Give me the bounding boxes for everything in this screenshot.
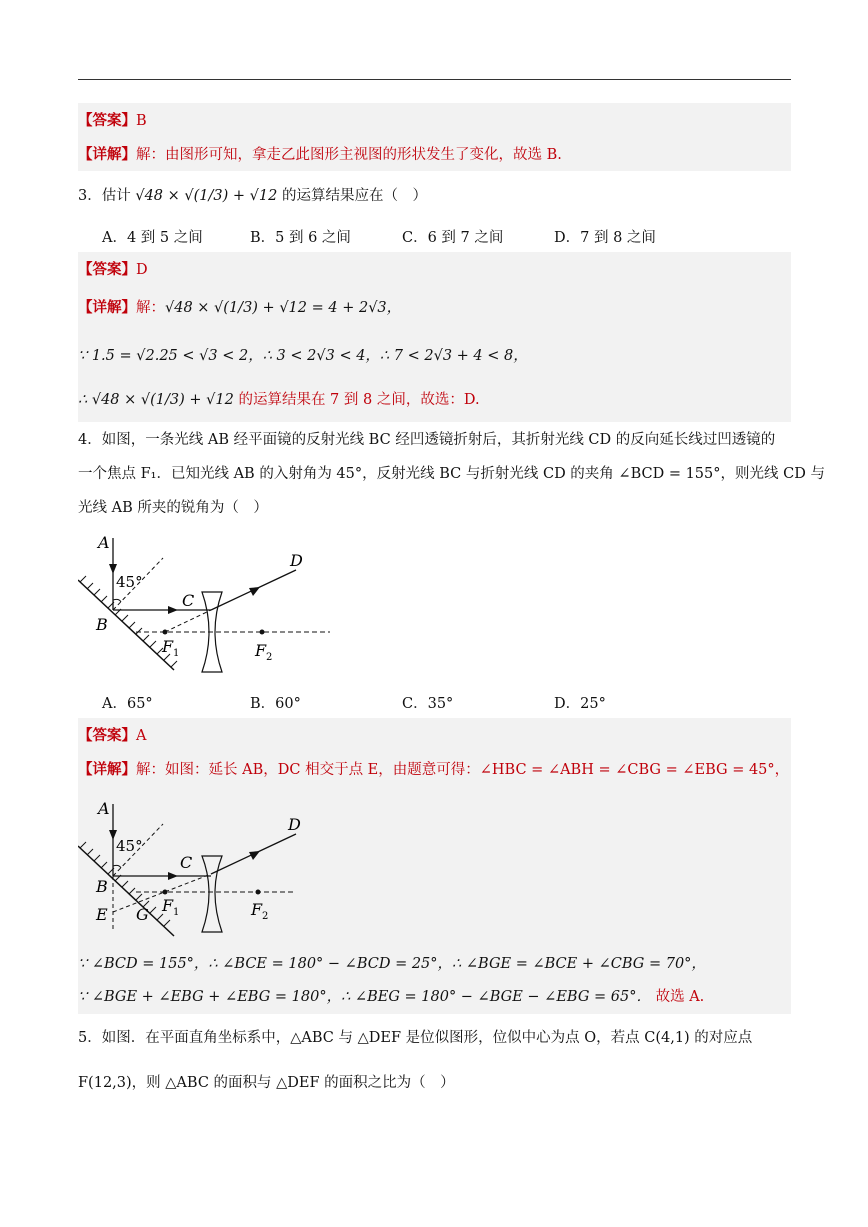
question-5-line1	[78, 1028, 752, 1048]
answer-label: 【答案】	[78, 261, 136, 278]
label-f1-sub: 1	[173, 648, 180, 659]
answer-value: D	[136, 262, 148, 278]
label-a: A	[98, 799, 110, 818]
detail-line-q2	[78, 145, 562, 165]
label-f1: F	[162, 896, 174, 915]
focus-f2	[260, 630, 265, 635]
focus-f1	[163, 890, 168, 895]
focus-f1	[163, 630, 168, 635]
extension-line	[165, 610, 211, 632]
detail-text: 解：如图：延长 AB，DC 相交于点 E，由题意可得：∠HBC = ∠ABH = ∠CBG = ∠EBG = 45°，	[136, 762, 790, 778]
header-rule	[78, 79, 791, 80]
detail-intro: 解：	[136, 300, 165, 316]
detail-conclusion: 故选 A.	[655, 989, 705, 1005]
question-number: 3．	[78, 188, 102, 204]
detail-angle-sum: ∵ ∠BGE + ∠EBG + ∠EBG = 180°，∴ ∠BEG = 180° − ∠BGE − ∠EBG = 65°．	[78, 989, 651, 1005]
question-4-line1	[78, 430, 775, 450]
answer-line-q2	[78, 111, 147, 131]
optics-figure	[78, 528, 338, 683]
question-5-line2	[78, 1073, 455, 1093]
label-c: C	[180, 853, 193, 872]
angle-arc	[113, 599, 121, 602]
label-f2-sub: 2	[266, 652, 273, 663]
detail-label: 【详解】	[78, 146, 136, 163]
option-d[interactable]: D．7 到 8 之间	[554, 230, 656, 246]
question-tail: 的运算结果应在（ ）	[281, 188, 427, 204]
option-b[interactable]: B．5 到 6 之间	[250, 230, 351, 246]
detail-angle-calc: ∵ ∠BCD = 155°，∴ ∠BCE = 180° − ∠BCD = 25°，∴ ∠BGE = ∠BCE + ∠CBG = 70°，	[78, 956, 706, 972]
answer-line-q4	[78, 726, 146, 746]
detail-line3-q4	[78, 987, 704, 1007]
label-b: B	[96, 877, 108, 896]
question-number: 4．	[78, 432, 102, 448]
question-text: F(12,3)，则 △ABC 的面积与 △DEF 的面积之比为（ ）	[78, 1075, 455, 1091]
label-c: C	[182, 591, 195, 610]
question-number: 5．	[78, 1030, 102, 1046]
question-text: 一个焦点 F₁．已知光线 AB 的入射角为 45°，反射光线 BC 与折射光线 CD 的夹角 ∠BCD = 155°，则光线 CD 与	[78, 466, 825, 482]
label-f2-sub: 2	[262, 911, 269, 922]
answer-label: 【答案】	[78, 112, 136, 129]
label-f1-sub: 1	[173, 907, 180, 918]
question-text: 如图，一条光线 AB 经平面镜的反射光线 BC 经凹透镜折射后，其折射光线 CD 的反向延长线过凹透镜的	[101, 432, 776, 448]
label-e: E	[96, 905, 108, 924]
question-expression: √48 × √(1/3) + √12	[135, 188, 278, 204]
detail-line-q4	[78, 760, 789, 780]
label-f2: F	[255, 641, 267, 660]
label-f2: F	[251, 900, 263, 919]
option-d[interactable]: D．25°	[554, 696, 606, 712]
detail-inequality: ∵ 1.5 = √2.25 < √3 < 2，∴ 3 < 2√3 < 4，∴ 7 < 2√3 + 4 < 8，	[78, 348, 528, 364]
detail-label: 【详解】	[78, 299, 136, 316]
question-4-line3	[78, 498, 268, 518]
detail-line2-q3	[78, 346, 528, 366]
label-d: D	[288, 815, 301, 834]
question-text: 光线 AB 所夹的锐角为（ ）	[78, 500, 268, 516]
question-lead: 估计	[101, 188, 131, 204]
angle-arc	[113, 865, 121, 868]
label-d: D	[290, 551, 303, 570]
detail-label: 【详解】	[78, 761, 136, 778]
label-a: A	[98, 533, 110, 552]
label-f1: F	[162, 637, 174, 656]
detail-conclusion: 的运算结果在 7 到 8 之间，故选：D.	[238, 392, 480, 408]
detail-line3-q3	[78, 390, 480, 410]
arrow-bc	[168, 606, 178, 614]
option-a[interactable]: A．4 到 5 之间	[102, 230, 203, 246]
detail-text: 解：由图形可知，拿走乙此图形主视图的形状发生了变化，故选 B.	[136, 147, 562, 163]
label-b: B	[96, 615, 108, 634]
detail-conclusion-expr: ∴ √48 × √(1/3) + √12	[78, 392, 234, 408]
options-q3	[102, 226, 656, 247]
arrow-bc	[168, 872, 178, 880]
answer-label: 【答案】	[78, 727, 136, 744]
label-angle: 45°	[116, 837, 143, 855]
option-c[interactable]: C．35°	[402, 696, 454, 712]
option-c[interactable]: C．6 到 7 之间	[402, 230, 504, 246]
detail-line-q3	[78, 298, 401, 318]
answer-line-q3	[78, 260, 148, 280]
concave-lens	[202, 856, 222, 932]
question-4-line2	[78, 464, 825, 484]
options-q4	[102, 692, 606, 713]
label-angle: 45°	[116, 573, 143, 591]
detail-equation: √48 × √(1/3) + √12 = 4 + 2√3，	[165, 300, 402, 316]
question-3	[78, 186, 427, 206]
answer-value: B	[136, 113, 147, 129]
question-text: 如图．在平面直角坐标系中，△ABC 与 △DEF 是位似图形，位似中心为点 O，若点 C(4,1) 的对应点	[101, 1030, 753, 1046]
focus-f2	[256, 890, 261, 895]
option-b[interactable]: B．60°	[250, 696, 301, 712]
label-g: G	[136, 905, 149, 924]
optics-solution-figure	[78, 794, 338, 939]
answer-value: A	[136, 728, 147, 744]
mirror-line	[78, 580, 174, 670]
detail-line2-q4	[78, 954, 706, 974]
mirror-line	[78, 846, 174, 936]
option-a[interactable]: A．65°	[102, 696, 153, 712]
